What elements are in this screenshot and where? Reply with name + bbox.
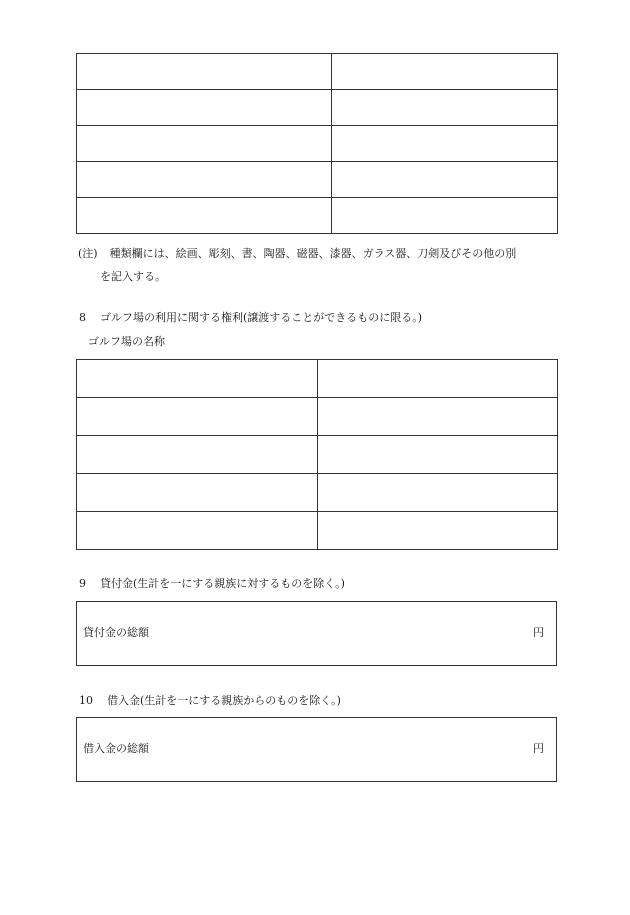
table-cell[interactable] [332,90,558,126]
note-line-2: を記入する。 [100,270,166,283]
section-number: 9 [79,577,86,590]
borrowings-label: 借入金の総額 [83,742,149,755]
yen-unit: 円 [533,742,544,755]
table-row [77,474,558,512]
table-cell[interactable] [77,398,318,436]
table-row [77,126,558,162]
table-cell[interactable] [77,90,332,126]
loans-receivable-label: 貸付金の総額 [83,626,149,639]
golf-course-name-label: ゴルフ場の名称 [88,335,165,348]
table-cell[interactable] [318,474,558,512]
table-cell[interactable] [332,54,558,90]
artworks-table [76,53,558,234]
table-row [77,436,558,474]
note-line-1 [78,247,516,261]
section-number: 8 [79,311,86,324]
section-title: 貸付金(生計を一にする親族に対するものを除く。) [100,577,345,590]
table-cell[interactable] [332,162,558,198]
table-cell[interactable] [77,162,332,198]
section-number: 10 [79,694,93,707]
note-mark: (注) [78,247,98,260]
section-title: ゴルフ場の利用に関する権利(譲渡することができるものに限る。) [100,311,423,324]
table-row [77,398,558,436]
table-cell[interactable] [77,126,332,162]
table-cell[interactable] [318,398,558,436]
loans-receivable-field[interactable] [76,601,557,666]
table-cell[interactable] [77,474,318,512]
note-text-1: 種類欄には、絵画、彫刻、書、陶器、磁器、漆器、ガラス器、刀剣及びその他の別 [109,247,517,260]
table-cell[interactable] [332,198,558,234]
table-row [77,90,558,126]
table-cell[interactable] [77,360,318,398]
table-row [77,54,558,90]
table-cell[interactable] [77,436,318,474]
yen-unit: 円 [533,626,544,639]
table-row [77,360,558,398]
table-cell[interactable] [318,360,558,398]
borrowings-field[interactable] [76,717,557,782]
section-8-heading [79,311,422,325]
section-10-heading [79,694,341,708]
table-row [77,512,558,550]
table-cell[interactable] [318,436,558,474]
table-cell[interactable] [332,126,558,162]
table-cell[interactable] [77,54,332,90]
table-row [77,162,558,198]
table-cell[interactable] [318,512,558,550]
section-title: 借入金(生計を一にする親族からのものを除く。) [107,694,341,707]
golf-rights-table [76,359,558,550]
table-cell[interactable] [77,198,332,234]
table-cell[interactable] [77,512,318,550]
section-9-heading [79,577,345,591]
table-row [77,198,558,234]
